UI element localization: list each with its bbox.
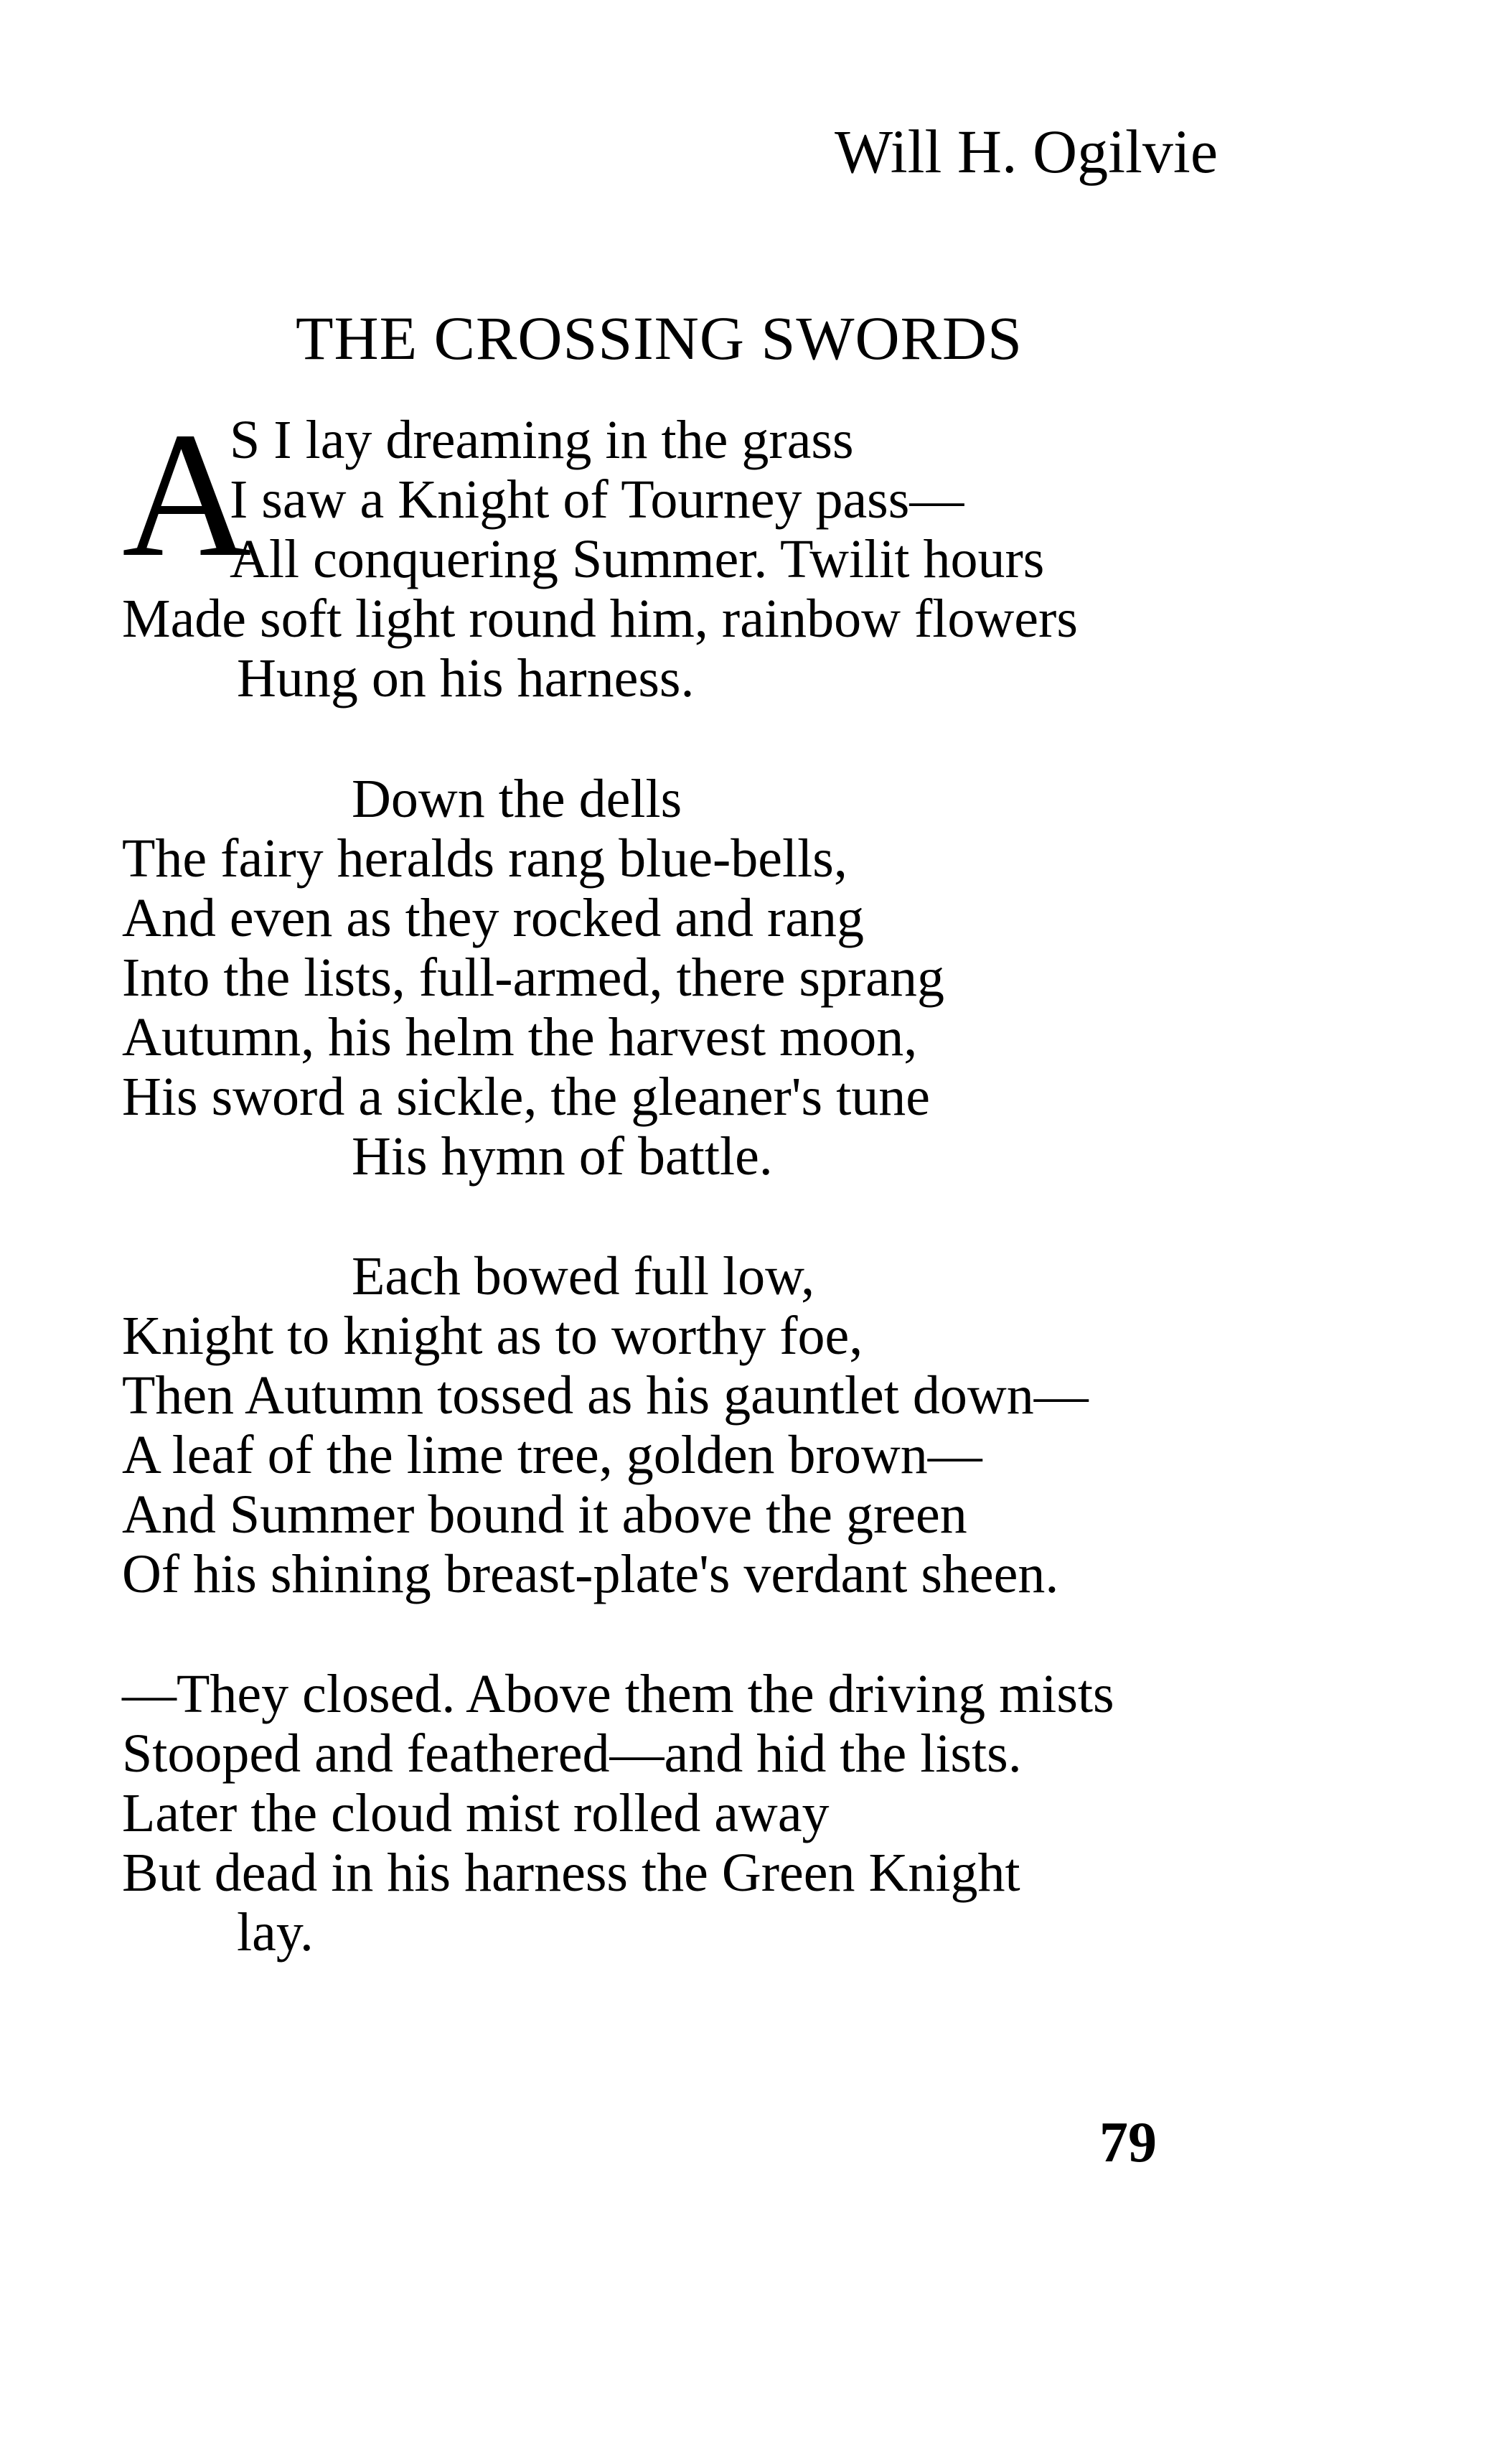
poem-line: And Summer bound it above the green xyxy=(122,1484,967,1545)
poem-line: But dead in his harness the Green Knight xyxy=(122,1843,1020,1903)
poem-line: And even as they rocked and rang xyxy=(122,888,865,948)
poem-line: Made soft light round him, rainbow flowers xyxy=(122,589,1078,649)
poem-line: A leaf of the lime tree, golden brown— xyxy=(122,1425,982,1485)
poem-line: Down the dells xyxy=(352,769,682,829)
poem-line: Knight to knight as to worthy foe, xyxy=(122,1306,863,1366)
poem-line: Of his shining breast-plate's verdant sheen. xyxy=(122,1544,1059,1604)
poem-line: His hymn of battle. xyxy=(352,1126,773,1187)
poem-line: S I lay dreaming in the grass xyxy=(230,410,854,470)
poem-line: Autumn, his helm the harvest moon, xyxy=(122,1007,918,1067)
author-name: Will H. Ogilvie xyxy=(835,117,1218,186)
poem-line: lay. xyxy=(237,1902,314,1963)
poem-line: I saw a Knight of Tourney pass— xyxy=(230,469,964,530)
poem-line: His sword a sickle, the gleaner's tune xyxy=(122,1067,930,1127)
poem-line: All conquering Summer. Twilit hours xyxy=(230,529,1045,589)
poem-line: Each bowed full low, xyxy=(352,1246,815,1306)
poem-title: THE CROSSING SWORDS xyxy=(296,304,1023,373)
drop-cap: A xyxy=(122,396,252,594)
poem-line: —They closed. Above them the driving mists xyxy=(122,1664,1114,1724)
poem-line: The fairy heralds rang blue-bells, xyxy=(122,828,847,889)
poem-line: Later the cloud mist rolled away xyxy=(122,1783,830,1843)
page-number: 79 xyxy=(1099,2111,1157,2174)
poem-line: Into the lists, full-armed, there sprang xyxy=(122,948,945,1008)
poem-line: Then Autumn tossed as his gauntlet down— xyxy=(122,1365,1089,1426)
poem-line: Stooped and feathered—and hid the lists. xyxy=(122,1723,1022,1784)
poem-line: Hung on his harness. xyxy=(237,648,695,708)
